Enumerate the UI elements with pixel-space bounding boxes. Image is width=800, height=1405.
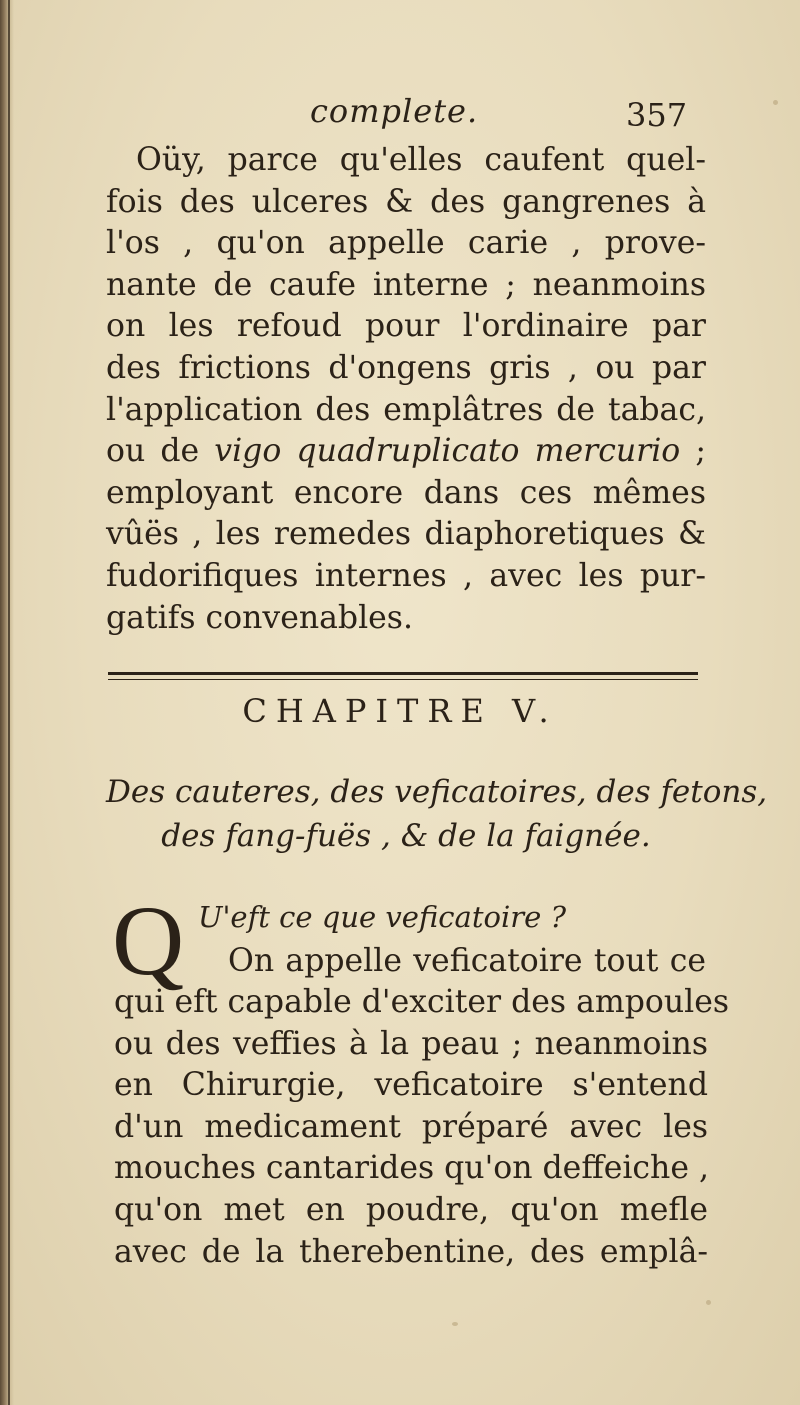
paragraph-1: [106, 140, 706, 639]
text-line: qu'on met en poudre, qu'on mefle: [114, 1191, 708, 1228]
text-line: vûës , les remedes diaphoretiques &: [106, 516, 706, 553]
text-line: Oüy, parce qu'elles caufent quel-: [136, 142, 706, 178]
page-number: 357: [626, 96, 688, 134]
text-line: en Chirurgie, veficatoire s'entend: [114, 1067, 708, 1104]
paper-spot: [706, 1300, 711, 1305]
text-line: employant encore dans ces mêmes: [106, 474, 706, 511]
text-line: l'application des emplâtres de tabac,: [106, 391, 706, 428]
answer-paragraph: [114, 982, 730, 1273]
text-line: On appelle veficatoire tout ce: [228, 943, 706, 979]
text-line: des frictions d'ongens gris , ou par: [106, 349, 706, 386]
chapter-rule-thin: [108, 679, 698, 680]
text-line: d'un medicament préparé avec les: [114, 1108, 708, 1145]
paper-spot: [773, 100, 778, 105]
text-line: gatifs convenables.: [106, 599, 413, 636]
chapter-subtitle: [106, 770, 768, 858]
text-line: fois des ulceres & des gangrenes à: [106, 183, 706, 220]
question-text: U'eft ce que veficatoire ?: [198, 900, 567, 934]
text-line: ou des veffies à la peau ; neanmoins: [114, 1025, 708, 1062]
running-head: complete.: [310, 92, 479, 130]
drop-cap: Q: [112, 885, 185, 996]
text-fragment: ;: [680, 433, 706, 470]
text-line-mixed: [106, 431, 706, 473]
text-line: on les refoud pour l'ordinaire par: [106, 308, 706, 345]
latin-phrase: vigo quadruplicato mercurio: [214, 433, 681, 470]
answer-first-line: [228, 941, 706, 983]
text-line: qui eft capable d'exciter des ampoules: [114, 984, 730, 1020]
paper-spot: [452, 1322, 458, 1326]
text-fragment: ou de: [106, 433, 215, 470]
text-line: mouches cantarides qu'on deffeiche ,: [114, 1150, 710, 1187]
chapter-heading: CHAPITRE V.: [242, 692, 558, 730]
text-line: fudorifiques internes , avec les pur-: [106, 557, 706, 594]
subtitle-line: Des cauteres, des veficatoires, des fetons,: [106, 774, 768, 810]
text-line: avec de la therebentine, des emplâ-: [114, 1233, 708, 1270]
chapter-rule-thick: [108, 672, 698, 675]
subtitle-line: des fang-fuës , & de la faignée.: [161, 818, 651, 854]
text-line: l'os , qu'on appelle carie , prove-: [106, 225, 706, 262]
text-line: nante de caufe interne ; neanmoins: [106, 266, 706, 303]
